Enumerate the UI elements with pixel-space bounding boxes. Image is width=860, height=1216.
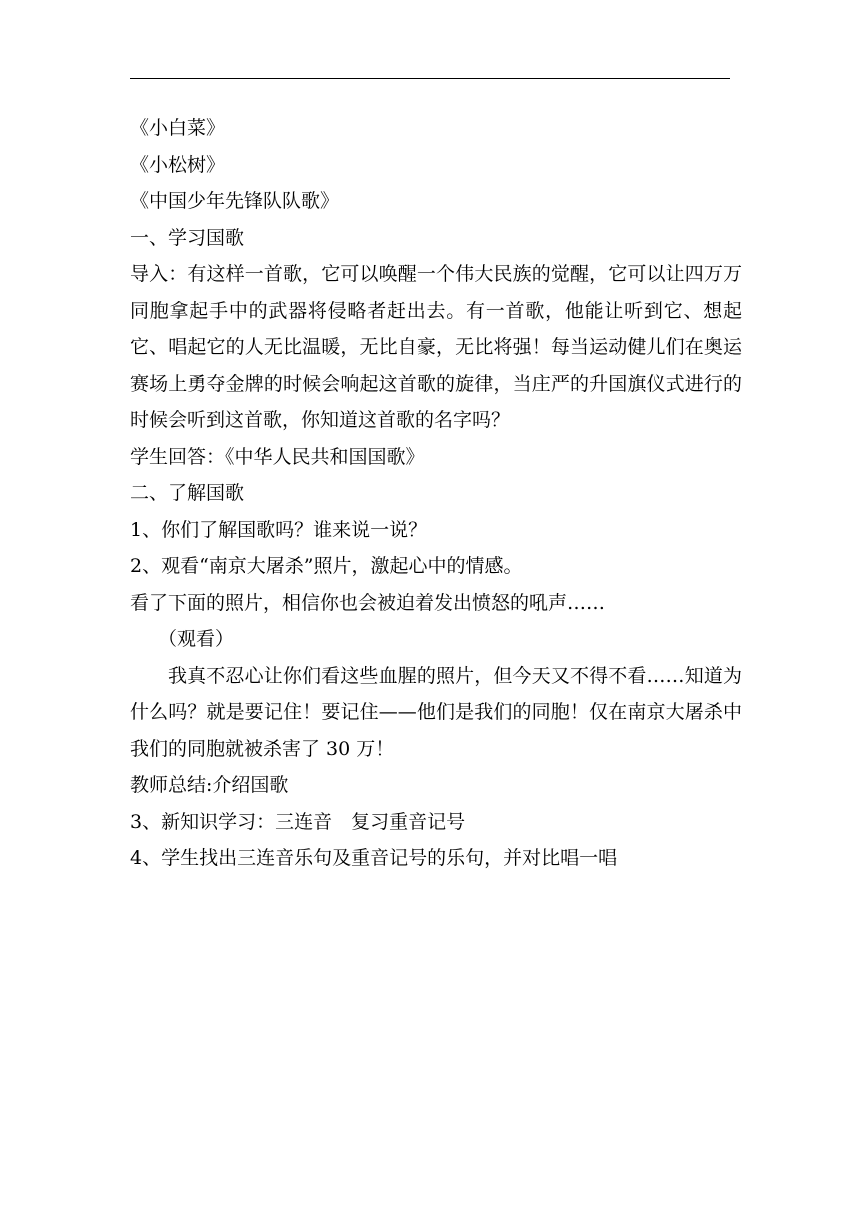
song-title-xiaosongshu: 《小松树》 [130,153,226,176]
list-item-4: 4、学生找出三连音乐句及重音记号的乐句，并对比唱一唱 [130,847,618,869]
section-heading-learn-anthem: 一、学习国歌 [130,226,245,249]
watch-note: （观看） [158,628,235,650]
list-item-1: 1、你们了解国歌吗？谁来说一说？ [130,518,428,541]
student-answer: 学生回答：《中华人民共和国国歌》 [130,445,425,468]
song-title-pioneers-anthem: 《中国少年先锋队队歌》 [130,190,340,212]
intro-paragraph: 导入：有这样一首歌，它可以唤醒一个伟大民族的觉醒，它可以让四万万同胞拿起手中的武器将侵略者赶出去。有一首歌，他能让听到它、想起它、唱起它的人无比温暖，无比自豪，无比将强！每当运动健儿们在奥运赛场上勇夺金牌的时候会响起这首歌的旋律，当庄严的升国旗仪式进行的时候会听到这首歌，你知道这首歌的名字吗？ [130,263,742,431]
document-body [130,110,742,877]
header-rule [130,78,730,79]
list-item-3: 3、新知识学习：三连音 复习重音记号 [130,810,466,833]
teacher-summary: 教师总结:介绍国歌 [130,774,289,796]
list-item-2: 2、观看“南京大屠杀”照片，激起心中的情感。 [130,555,523,577]
song-title-xiaobaicai: 《小白菜》 [130,117,226,139]
section-heading-understand-anthem: 二、了解国歌 [130,482,245,504]
photo-intro-text: 看了下面的照片，相信你也会被迫着发出愤怒的吼声…… [130,591,606,614]
reflection-paragraph: 我真不忍心让你们看这些血腥的照片，但今天又不得不看……知道为什么吗？就是要记住！要记住——他们是我们的同胞！仅在南京大屠杀中我们的同胞就被杀害了 30 万！ [130,664,742,760]
